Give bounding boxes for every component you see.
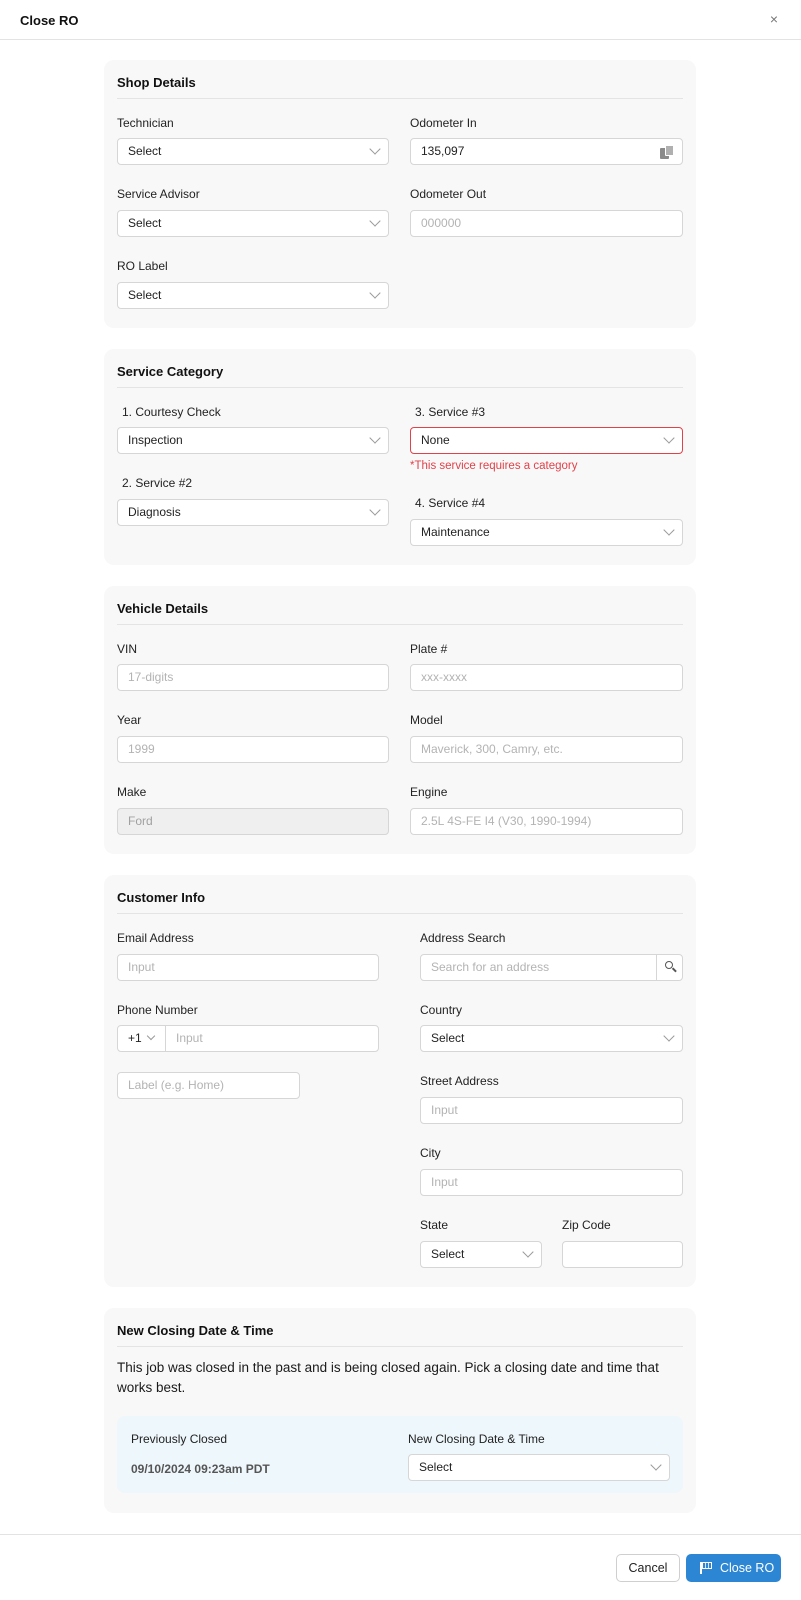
dialog-title: Close RO bbox=[20, 13, 79, 28]
ro-label-label: RO Label bbox=[117, 259, 168, 273]
country-code-value: +1 bbox=[128, 1031, 142, 1045]
make-label: Make bbox=[117, 785, 147, 799]
service-4-value: Maintenance bbox=[421, 525, 490, 539]
divider bbox=[117, 98, 683, 99]
phone-label: Phone Number bbox=[117, 1003, 198, 1017]
engine-field[interactable]: 2.5L 4S-FE I4 (V30, 1990-1994) bbox=[410, 808, 683, 835]
model-field[interactable]: Maverick, 300, Camry, etc. bbox=[410, 736, 683, 763]
previously-closed-label: Previously Closed bbox=[131, 1432, 228, 1446]
street-label: Street Address bbox=[420, 1074, 499, 1088]
state-label: State bbox=[420, 1218, 449, 1232]
section-title: New Closing Date & Time bbox=[117, 1323, 274, 1338]
odometer-in-label: Odometer In bbox=[410, 116, 477, 130]
copy-icon[interactable] bbox=[660, 145, 674, 159]
zip-field[interactable] bbox=[562, 1241, 683, 1268]
make-field: Ford bbox=[117, 808, 389, 835]
service-3-error: *This service requires a category bbox=[410, 460, 578, 472]
city-label: City bbox=[420, 1146, 441, 1160]
service-advisor-label: Service Advisor bbox=[117, 187, 200, 201]
chevron-down-icon bbox=[663, 432, 674, 443]
dialog-footer bbox=[0, 1534, 801, 1600]
technician-value: Select bbox=[128, 144, 162, 158]
technician-select[interactable] bbox=[117, 138, 389, 165]
service-2-select[interactable] bbox=[117, 499, 389, 526]
divider bbox=[117, 624, 683, 625]
street-field[interactable]: Input bbox=[420, 1097, 683, 1124]
chevron-down-icon bbox=[369, 143, 380, 154]
search-icon[interactable] bbox=[656, 955, 682, 980]
email-field[interactable]: Input bbox=[117, 954, 379, 981]
chevron-down-icon bbox=[650, 1459, 661, 1470]
new-closing-label: New Closing Date & Time bbox=[408, 1432, 545, 1446]
cancel-button[interactable]: Cancel bbox=[616, 1554, 680, 1582]
divider bbox=[117, 913, 683, 914]
ro-label-select[interactable] bbox=[117, 282, 389, 309]
vin-field[interactable]: 17-digits bbox=[117, 664, 389, 691]
plate-field[interactable]: xxx-xxxx bbox=[410, 664, 683, 691]
phone-field[interactable] bbox=[117, 1025, 379, 1052]
customer-info-card bbox=[104, 875, 696, 1287]
service-4-label: 4. Service #4 bbox=[415, 496, 486, 510]
service-3-select[interactable] bbox=[410, 427, 683, 454]
country-value: Select bbox=[431, 1031, 465, 1045]
zip-label: Zip Code bbox=[562, 1218, 611, 1232]
section-title: Service Category bbox=[117, 364, 224, 379]
engine-label: Engine bbox=[410, 785, 448, 799]
service-advisor-value: Select bbox=[128, 216, 162, 230]
state-select[interactable] bbox=[420, 1241, 542, 1268]
service-3-label: 3. Service #3 bbox=[415, 405, 486, 419]
odometer-in-value: 135,097 bbox=[421, 144, 465, 158]
technician-label: Technician bbox=[117, 116, 174, 130]
phone-input[interactable]: Input bbox=[176, 1031, 203, 1045]
closing-card bbox=[104, 1308, 696, 1513]
vehicle-details-card bbox=[104, 586, 696, 854]
dialog-header bbox=[0, 0, 801, 40]
chevron-down-icon bbox=[522, 1246, 533, 1257]
chevron-down-icon bbox=[663, 1030, 674, 1041]
state-value: Select bbox=[431, 1247, 465, 1261]
close-ro-label: Close RO bbox=[720, 1561, 775, 1575]
vin-label: VIN bbox=[117, 642, 138, 656]
address-search-input[interactable] bbox=[420, 954, 683, 981]
close-icon[interactable]: × bbox=[769, 11, 779, 27]
section-title: Shop Details bbox=[117, 75, 196, 90]
email-label: Email Address bbox=[117, 931, 194, 945]
section-title: Vehicle Details bbox=[117, 601, 209, 616]
chevron-down-icon bbox=[663, 524, 674, 535]
service-category-card bbox=[104, 349, 696, 565]
address-search-placeholder: Search for an address bbox=[431, 960, 550, 974]
city-field[interactable]: Input bbox=[420, 1169, 683, 1196]
service-2-label: 2. Service #2 bbox=[122, 476, 193, 490]
service-4-select[interactable] bbox=[410, 519, 683, 546]
service-3-value: None bbox=[421, 433, 450, 447]
service-1-label: 1. Courtesy Check bbox=[122, 405, 221, 419]
new-closing-select[interactable] bbox=[408, 1454, 670, 1481]
service-2-value: Diagnosis bbox=[128, 505, 181, 519]
odometer-in-field[interactable] bbox=[410, 138, 683, 165]
year-field[interactable]: 1999 bbox=[117, 736, 389, 763]
closing-description: This job was closed in the past and is being closed again. Pick a closing date and time that works best. bbox=[117, 1360, 659, 1395]
new-closing-value: Select bbox=[419, 1460, 453, 1474]
service-1-select[interactable] bbox=[117, 427, 389, 454]
shop-details-card bbox=[104, 60, 696, 328]
chevron-down-icon bbox=[369, 215, 380, 226]
country-code-select[interactable] bbox=[118, 1026, 166, 1051]
chevron-down-icon bbox=[369, 432, 380, 443]
country-label: Country bbox=[420, 1003, 463, 1017]
ro-label-value: Select bbox=[128, 288, 162, 302]
divider bbox=[117, 1346, 683, 1347]
odometer-out-field[interactable]: 000000 bbox=[410, 210, 683, 237]
model-label: Model bbox=[410, 713, 443, 727]
flag-icon bbox=[700, 1562, 713, 1574]
section-title: Customer Info bbox=[117, 890, 206, 905]
service-advisor-select[interactable] bbox=[117, 210, 389, 237]
phone-label-field[interactable]: Label (e.g. Home) bbox=[117, 1072, 300, 1099]
service-1-value: Inspection bbox=[128, 433, 183, 447]
country-select[interactable] bbox=[420, 1025, 683, 1052]
divider bbox=[117, 387, 683, 388]
year-label: Year bbox=[117, 713, 142, 727]
address-search-label: Address Search bbox=[420, 931, 506, 945]
plate-label: Plate # bbox=[410, 642, 448, 656]
chevron-down-icon bbox=[147, 1032, 155, 1040]
close-ro-button[interactable] bbox=[686, 1554, 781, 1582]
previously-closed-value: 09/10/2024 09:23am PDT bbox=[131, 1462, 270, 1476]
closing-panel bbox=[117, 1416, 683, 1493]
odometer-out-label: Odometer Out bbox=[410, 187, 487, 201]
chevron-down-icon bbox=[369, 504, 380, 515]
chevron-down-icon bbox=[369, 287, 380, 298]
